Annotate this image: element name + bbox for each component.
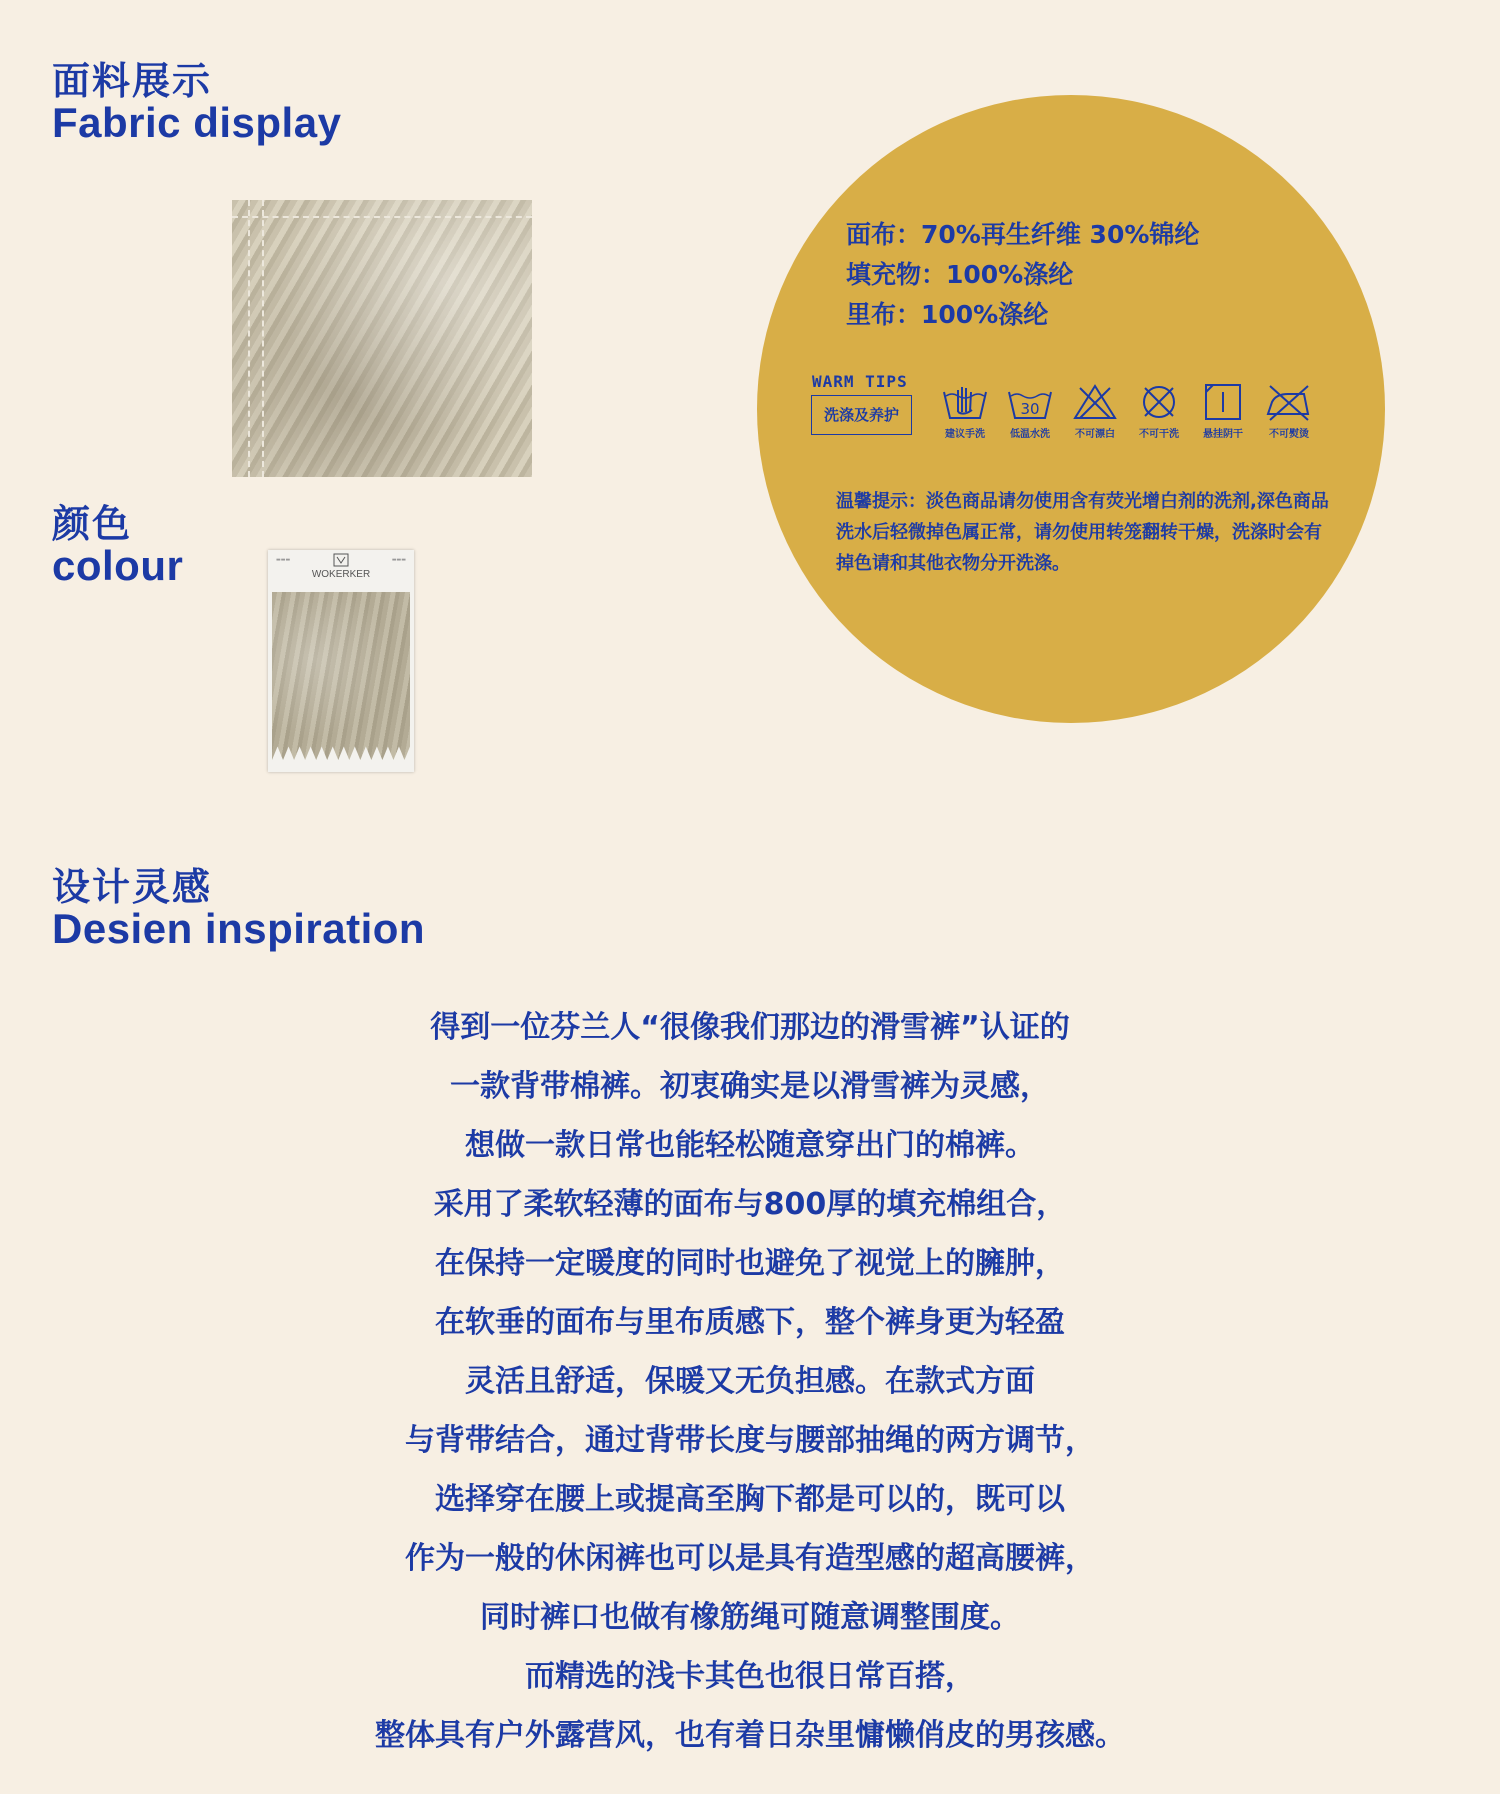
fabric-title-en: Fabric display (52, 99, 342, 146)
care-hand-wash (936, 382, 994, 440)
inspiration-line: 同时裤口也做有橡筋绳可随意调整围度。 (480, 1600, 1020, 1635)
design-title-en: Desien inspiration (52, 905, 426, 952)
design-heading (52, 865, 426, 952)
inspiration-line: 整体具有户外露营风，也有着日杂里慵懒俏皮的男孩感。 (375, 1718, 1125, 1753)
composition-shell: 面布：70%再生纤维 30%锦纶 (846, 220, 1200, 249)
wash-care-label: 洗涤及养护 (811, 395, 912, 435)
wash-30-icon (1005, 382, 1055, 422)
care-label: 悬挂阴干 (1203, 429, 1243, 440)
brand-logo-icon (332, 553, 350, 567)
fabric-seam (248, 200, 250, 477)
swatch-code-mark: ▬▬▬ (391, 557, 406, 563)
fabric-seam (262, 200, 264, 477)
warm-tip-text: 温馨提示：淡色商品请勿使用含有荧光增白剂的洗剂,深色商品洗水后轻微掉色属正常，请勿使用转笼翻转干燥，洗涤时会有掉色请和其他衣物分开洗涤。 (836, 491, 1329, 574)
inspiration-line: 与背带结合，通过背带长度与腰部抽绳的两方调节， (405, 1423, 1095, 1458)
colour-title-cn: 颜色 (52, 502, 133, 546)
line-dry-shade-icon (1198, 382, 1248, 422)
inspiration-line: 而精选的浅卡其色也很日常百搭， (525, 1659, 975, 1694)
care-label: 不可漂白 (1075, 429, 1115, 440)
wash-temperature: 30 (1020, 400, 1040, 418)
care-no-bleach (1066, 382, 1124, 440)
care-wash-30 (1001, 382, 1059, 440)
swatch-fabric (272, 592, 410, 760)
warm-tips-label: WARM TIPS (812, 372, 908, 391)
inspiration-line: 在软垂的面布与里布质感下，整个裤身更为轻盈 (435, 1305, 1065, 1340)
care-label: 低温水洗 (1010, 429, 1050, 440)
fabric-seam (232, 216, 532, 218)
fabric-title-cn: 面料展示 (52, 59, 213, 103)
design-title-cn: 设计灵感 (52, 865, 213, 909)
composition-fill: 填充物：100%涤纶 (846, 260, 1074, 289)
care-line-dry-shade (1194, 382, 1252, 440)
colour-heading (52, 502, 184, 589)
fabric-heading (52, 59, 342, 146)
composition-lining: 里布：100%涤纶 (846, 300, 1049, 329)
care-label: 不可干洗 (1139, 429, 1179, 440)
design-inspiration-text (260, 998, 1240, 1765)
composition-block (846, 215, 1199, 335)
colour-title-en: colour (52, 542, 184, 589)
fabric-closeup-image (232, 200, 532, 477)
inspiration-line: 作为一般的休闲裤也可以是具有造型感的超高腰裤， (405, 1541, 1095, 1576)
inspiration-line: 在保持一定暖度的同时也避免了视觉上的臃肿， (435, 1246, 1065, 1281)
inspiration-line: 想做一款日常也能轻松随意穿出门的棉裤。 (465, 1128, 1035, 1163)
inspiration-line: 得到一位芬兰人“很像我们那边的滑雪裤”认证的 (430, 1010, 1070, 1045)
no-iron-icon (1264, 382, 1314, 422)
no-dryclean-icon (1134, 382, 1184, 422)
inspiration-line: 灵活且舒适，保暖又无负担感。在款式方面 (465, 1364, 1035, 1399)
inspiration-line: 采用了柔软轻薄的面布与800厚的填充棉组合， (433, 1187, 1067, 1222)
care-label: 不可熨烫 (1269, 429, 1309, 440)
swatch-brand: WOKERKER (311, 569, 371, 580)
inspiration-line: 选择穿在腰上或提高至胸下都是可以的，既可以 (435, 1482, 1065, 1517)
care-no-iron (1260, 382, 1318, 440)
care-label: 建议手洗 (945, 429, 985, 440)
swatch-code-mark: ▬▬▬ (276, 557, 291, 563)
no-bleach-icon (1070, 382, 1120, 422)
colour-swatch-card (268, 550, 414, 772)
hand-wash-icon (940, 382, 990, 422)
inspiration-line: 一款背带棉裤。初衷确实是以滑雪裤为灵感， (450, 1069, 1050, 1104)
care-no-dryclean (1130, 382, 1188, 440)
